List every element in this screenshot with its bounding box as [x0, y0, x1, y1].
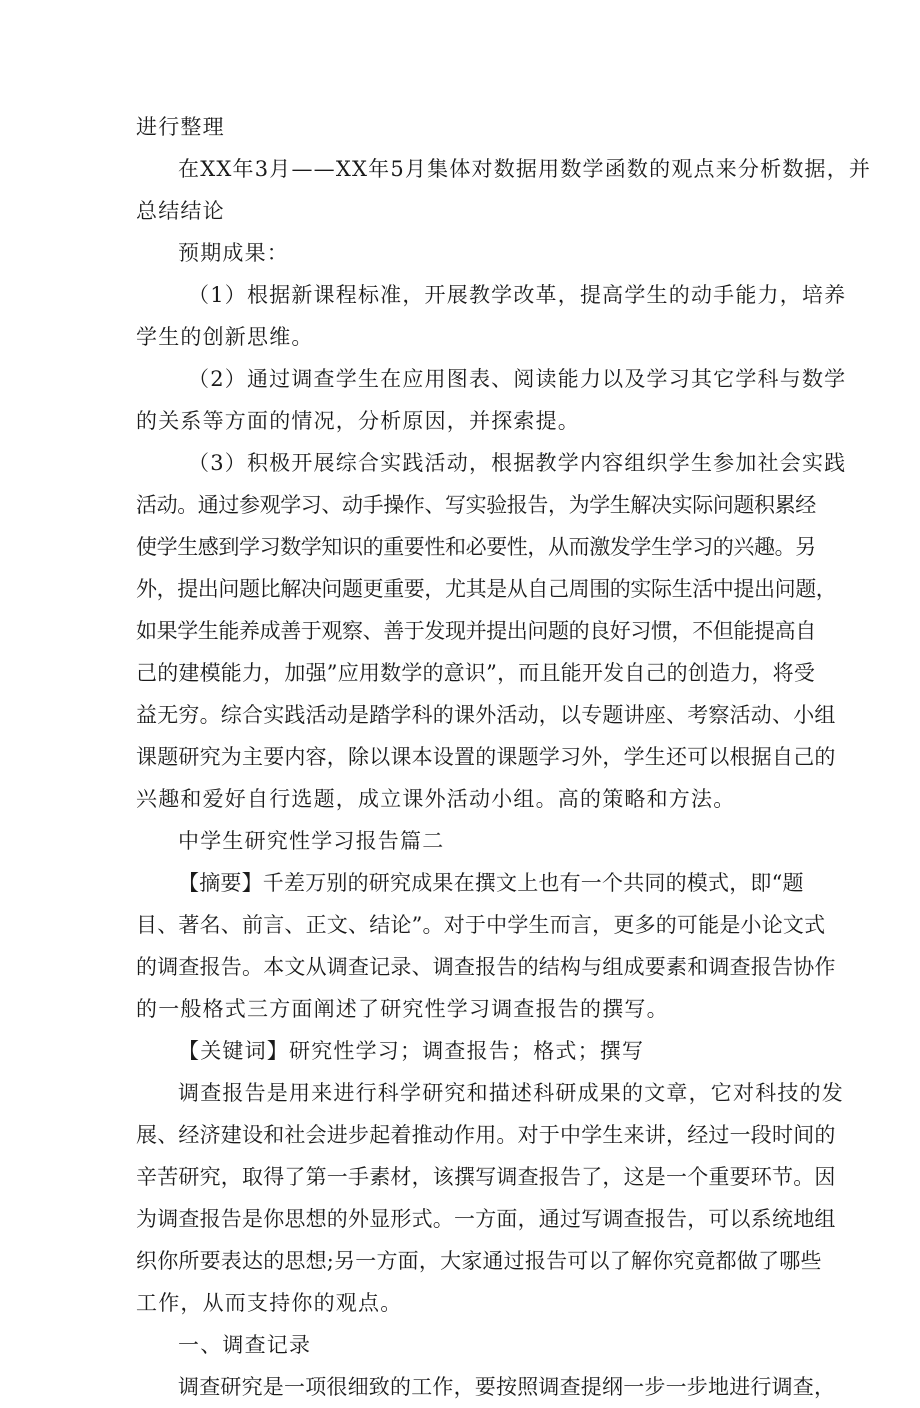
text-line: 如果学生能养成善于观察、善于发现并提出问题的良好习惯，不但能提高自 — [136, 619, 816, 643]
text-line: 目、著名、前言、正文、结论”。对于中学生而言，更多的可能是小论文式 — [136, 913, 826, 937]
text-line: 总结结论 — [136, 199, 225, 223]
text-line: 调查报告是用来进行科学研究和描述科研成果的文章，它对科技的发 — [178, 1081, 844, 1105]
text-line: 己的建模能力，加强”应用数学的意识”，而且能开发自己的创造力，将受 — [136, 661, 816, 685]
text-line: 进行整理 — [136, 115, 225, 139]
section-heading: 一、调查记录 — [178, 1333, 312, 1357]
list-item: （1）根据新课程标准，开展教学改革，提高学生的动手能力，培养 — [188, 283, 847, 307]
text-line: 织你所要表达的思想;另一方面，大家通过报告可以了解你究竟都做了哪些 — [136, 1249, 822, 1273]
section-heading: 中学生研究性学习报告篇二 — [178, 829, 445, 853]
text-line: 的调查报告。本文从调查记录、调查报告的结构与组成要素和调查报告协作 — [136, 955, 836, 979]
keywords-line: 【关键词】研究性学习；调查报告；格式；撰写 — [178, 1039, 645, 1063]
list-item: （2）通过调查学生在应用图表、阅读能力以及学习其它学科与数学 — [188, 367, 847, 391]
text-line: 使学生感到学习数学知识的重要性和必要性，从而激发学生学习的兴趣。另 — [136, 535, 816, 559]
text-line: 外，提出问题比解决问题更重要，尤其是从自己周围的实际生活中提出问题， — [136, 577, 837, 601]
text-line: 的关系等方面的情况，分析原因，并探索提。 — [136, 409, 580, 433]
text-line: 展、经济建设和社会进步起着推动作用。对于中学生来讲，经过一段时间的 — [136, 1123, 836, 1147]
text-line: 的一般格式三方面阐述了研究性学习调查报告的撰写。 — [136, 997, 669, 1021]
text-line: 课题研究为主要内容，除以课本设置的课题学习外，学生还可以根据自己的 — [136, 745, 836, 769]
text-line: 为调查报告是你思想的外显形式。一方面，通过写调查报告，可以系统地组 — [136, 1207, 836, 1231]
text-line: 调查研究是一项很细致的工作，要按照调查提纲一步一步地进行调查， — [178, 1375, 836, 1399]
text-line: 学生的创新思维。 — [136, 325, 314, 349]
text-line: 辛苦研究，取得了第一手素材，该撰写调查报告了，这是一个重要环节。因 — [136, 1165, 836, 1189]
text-line: 在XX年3月——XX年5月集体对数据用数学函数的观点来分析数据，并 — [178, 157, 872, 181]
text-line: 益无穷。综合实践活动是踏学科的课外活动，以专题讲座、考察活动、小组 — [136, 703, 836, 727]
text-line: 工作，从而支持你的观点。 — [136, 1291, 403, 1315]
text-line: 兴趣和爱好自行选题，成立课外活动小组。高的策略和方法。 — [136, 787, 736, 811]
list-item: （3）积极开展综合实践活动，根据教学内容组织学生参加社会实践 — [188, 451, 847, 475]
abstract-line: 【摘要】千差万别的研究成果在撰文上也有一个共同的模式，即“题 — [178, 871, 804, 895]
section-label: 预期成果： — [178, 241, 289, 265]
document-page — [136, 106, 872, 1408]
text-line: 活动。通过参观学习、动手操作、写实验报告，为学生解决实际问题积累经 — [136, 493, 816, 517]
